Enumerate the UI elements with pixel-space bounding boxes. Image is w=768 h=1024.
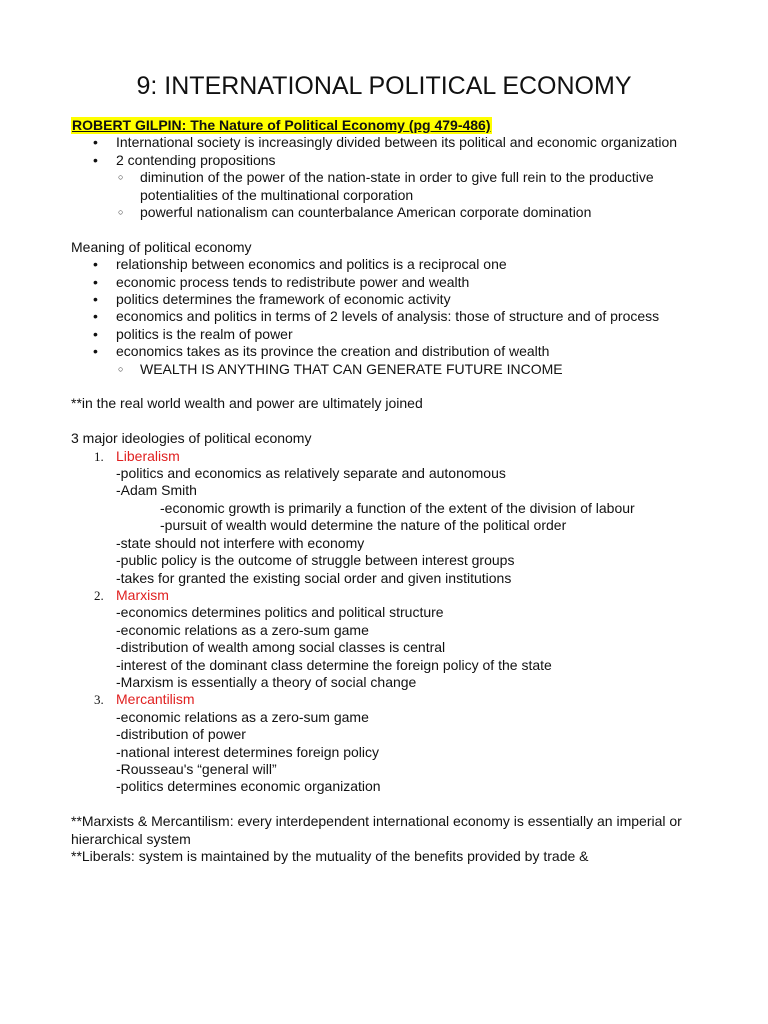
gilpin-heading: ROBERT GILPIN: The Nature of Political Economy (pg 479-486) <box>72 117 491 133</box>
ideologies-heading: 3 major ideologies of political economy <box>71 430 312 447</box>
bullet-text: politics is the realm of power <box>116 325 293 342</box>
ideology-point: -public policy is the outcome of struggle between interest groups <box>116 552 515 569</box>
note-marxists-mercantilism: **Marxists & Mercantilism: every interdependent international economy is essentially an imperial or hierarchical system <box>71 813 682 847</box>
list-item <box>116 361 711 378</box>
ideology-point: -interest of the dominant class determine the foreign policy of the state <box>116 656 552 673</box>
note-wealth-power: **in the real world wealth and power are ultimately joined <box>71 395 423 412</box>
ideology-sub-point: -pursuit of wealth would determine the nature of the political order <box>160 517 567 534</box>
ideology-name: Marxism <box>116 586 169 603</box>
spacer <box>71 413 711 430</box>
ideology-point: -economic relations as a zero-sum game <box>116 621 369 638</box>
ideology-point: -politics and economics as relatively separate and autonomous <box>116 465 506 482</box>
meaning-bullet-list <box>71 256 711 378</box>
ideology-point: -state should not interfere with economy <box>116 534 365 551</box>
list-item <box>71 291 711 308</box>
meaning-heading: Meaning of political economy <box>71 238 252 255</box>
bullet-text: relationship between economics and politics is a reciprocal one <box>116 256 507 273</box>
list-item <box>71 152 711 222</box>
ideology-point: -Rousseau's “general will” <box>116 760 277 777</box>
section-gilpin-heading-line <box>71 117 711 134</box>
list-item <box>71 343 711 378</box>
ideology-point: -Marxism is essentially a theory of social change <box>116 673 417 690</box>
ideology-sub-point: -economic growth is primarily a function of the extent of the division of labour <box>160 499 635 516</box>
ideology-mercantilism <box>71 691 711 795</box>
sub-bullet-text: powerful nationalism can counterbalance American corporate domination <box>140 204 592 221</box>
bullet-text: economic process tends to redistribute power and wealth <box>116 273 470 290</box>
list-item <box>116 169 711 204</box>
list-item <box>116 204 711 221</box>
ideology-point: -takes for granted the existing social order and given institutions <box>116 569 512 586</box>
propositions-sub-list <box>116 169 711 221</box>
ideology-name: Liberalism <box>116 447 180 464</box>
note-liberals: **Liberals: system is maintained by the mutuality of the benefits provided by trade & <box>71 848 589 864</box>
list-number: 2. <box>94 587 104 603</box>
list-number: 1. <box>94 448 104 464</box>
page-title: 9: INTERNATIONAL POLITICAL ECONOMY <box>136 72 632 100</box>
gilpin-bullet-list <box>71 134 711 221</box>
list-item <box>71 256 711 273</box>
list-number: 3. <box>94 692 104 708</box>
list-item <box>71 326 711 343</box>
ideology-point: -politics determines economic organization <box>116 778 381 795</box>
bullet-text: economics and politics in terms of 2 levels of analysis: those of structure and of process <box>116 308 660 325</box>
spacer <box>71 378 711 395</box>
list-item <box>71 308 711 325</box>
bullet-text: 2 contending propositions <box>116 151 276 168</box>
sub-bullet-text: diminution of the power of the nation-state in order to give full rein to the productive potentialities of the multinational corporation <box>140 169 654 203</box>
ideology-point: -Adam Smith <box>116 482 197 499</box>
list-item <box>71 274 711 291</box>
spacer <box>71 796 711 813</box>
bullet-text: International society is increasingly divided between its political and economic organization <box>116 134 678 151</box>
sub-bullet-text: WEALTH IS ANYTHING THAT CAN GENERATE FUTURE INCOME <box>140 360 563 377</box>
ideology-marxism <box>71 587 711 691</box>
ideology-point: -economics determines politics and political structure <box>116 604 444 621</box>
ideology-name: Mercantilism <box>116 691 195 708</box>
document-body <box>71 117 711 865</box>
ideologies-list <box>71 448 711 796</box>
spacer <box>71 221 711 238</box>
ideology-point: -national interest determines foreign policy <box>116 743 380 760</box>
ideology-point: -distribution of power <box>116 726 246 743</box>
ideology-liberalism <box>71 448 711 587</box>
list-item <box>71 134 711 151</box>
wealth-sub-list <box>116 361 711 378</box>
ideology-point: -distribution of wealth among social classes is central <box>116 639 446 656</box>
bullet-text: economics takes as its province the creation and distribution of wealth <box>116 343 550 360</box>
ideology-point: -economic relations as a zero-sum game <box>116 708 369 725</box>
bullet-text: politics determines the framework of economic activity <box>116 291 451 308</box>
